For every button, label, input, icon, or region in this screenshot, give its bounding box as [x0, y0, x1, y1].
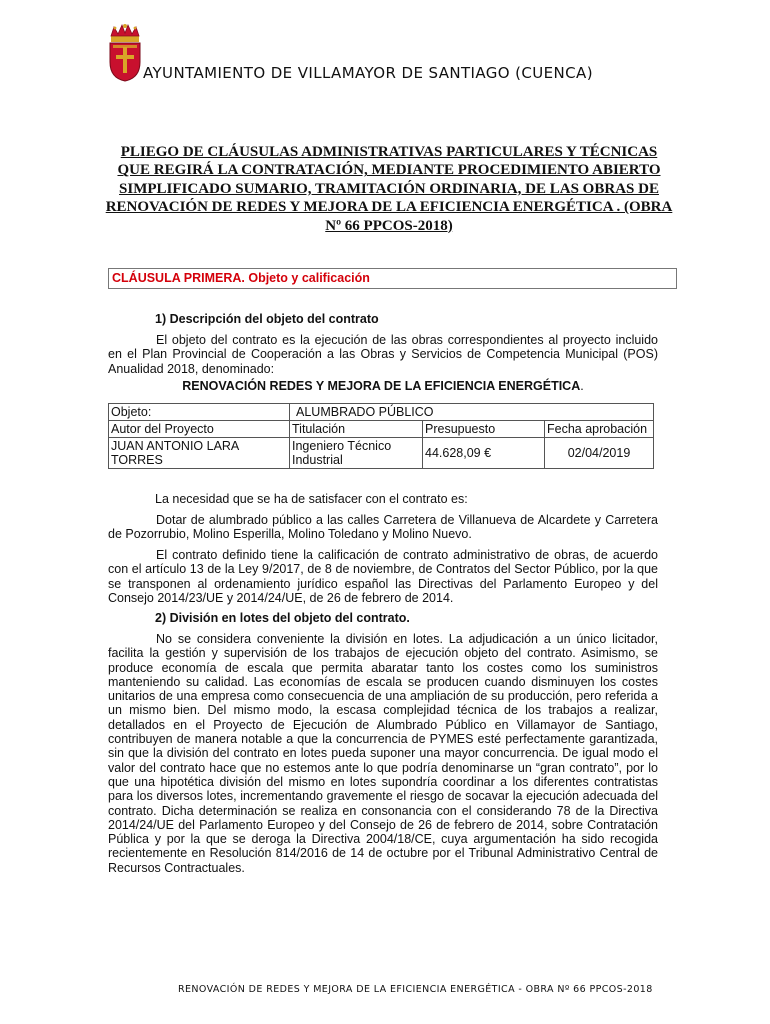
section1-heading: 1) Descripción del objeto del contrato	[155, 312, 379, 326]
section2-heading: 2) División en lotes del objeto del contrato.	[155, 611, 410, 625]
table-cell-budget: 44.628,09 €	[423, 438, 545, 469]
table-row	[109, 404, 654, 421]
table-header-row	[109, 421, 654, 438]
table-cell-title: Ingeniero Técnico Industrial	[290, 438, 423, 469]
need-intro: La necesidad que se ha de satisfacer con el contrato es:	[155, 492, 468, 506]
classification-paragraph: El contrato definido tiene la calificación de contrato administrativo de obras, de acuerdo con el artículo 13 de la Ley 9/2017, de 8 de noviembre, de Contratos del Sector Público, por la que se transponen al ordenamiento jurídico español las Directivas del Parlamento Europeo y del Consejo 2014/23/UE y 2014/24/UE, de 26 de febrero de 2014.	[108, 548, 658, 605]
section1-intro: El objeto del contrato es la ejecución de las obras correspondientes al proyecto incluido en el Plan Provincial de Cooperación a las Obras y Servicios de Competencia Municipal (POS) Anualidad 2018, denominado:	[108, 333, 658, 376]
coat-of-arms-icon	[108, 22, 142, 82]
table-row	[109, 438, 654, 469]
table-header-date: Fecha aprobación	[545, 421, 654, 438]
document-title: PLIEGO DE CLÁUSULAS ADMINISTRATIVAS PARTICULARES Y TÉCNICAS QUE REGIRÁ LA CONTRATACIÓN, MEDIANTE PROCEDIMIENTO ABIERTO SIMPLIFICADO SUMARIO, TRAMITACIÓN ORDINARIA, DE LAS OBRAS DE RENOVACIÓN DE REDES Y MEJORA DE LA EFICIENCIA ENERGÉTICA . (OBRA Nº 66 PPCOS-2018)	[105, 144, 673, 234]
table-header-author: Autor del Proyecto	[109, 421, 290, 438]
section2-body: No se considera conveniente la división en lotes. La adjudicación a un único licitador, facilita la gestión y supervisión de los trabajos de ejecución objeto del contrato. Asimismo, se produce economía de escala que permita abaratar tanto los costes como los suministros manteniendo su calidad. Las economías de escala se producen cuando disminuyen los costes unitarios de una empresa como consecuencia de una ampliación de su producción, pero referida a un mismo bien. Del mismo modo, la escasa complejidad técnica de los trabajos a realizar, detallados en el Proyecto de Ejecución de Alumbrado Público en Villamayor de Santiago, contribuyen de manera notable a que la concurrencia de PYMES esté perfectamente garantizada, sin que la división del contrato en lotes pueda suponer una mayor concurrencia. De igual modo el valor del contrato hace que no estemos ante lo que podría denominarse un “gran contrato”, por lo que una hipotética división del mismo en lotes supondría coordinar a los diferentes contratistas para los diversos lotes, incrementando gravemente el riesgo de socavar la ejecución adecuada del contrato. Dicha determinación se realiza en consonancia con el considerando 78 de la Directiva 2014/24/UE del Parlamento Europeo y del Consejo de 26 de febrero de 2014, sobre Contratación Pública y por la que se deroga la Directiva 2004/18/CE, cuya argumentación ha sido recogida recientemente en Resolución 814/2016 de 14 de octubre por el Tribunal Administrativo Central de Recursos Contractuales.	[108, 632, 658, 875]
table-cell-date: 02/04/2019	[545, 438, 654, 469]
need-paragraph: Dotar de alumbrado público a las calles Carretera de Villanueva de Alcardete y Carretera de Pozorrubio, Molino Esperilla, Molino Toledano y Molino Nuevo.	[108, 513, 658, 542]
object-label: Objeto:	[109, 404, 290, 421]
table-header-title: Titulación	[290, 421, 423, 438]
table-header-budget: Presupuesto	[423, 421, 545, 438]
project-table	[108, 403, 654, 469]
municipality-header: AYUNTAMIENTO DE VILLAMAYOR DE SANTIAGO (CUENCA)	[143, 64, 593, 82]
page-footer: RENOVACIÓN DE REDES Y MEJORA DE LA EFICIENCIA ENERGÉTICA - OBRA Nº 66 PPCOS-2018	[178, 984, 653, 995]
table-cell-author: JUAN ANTONIO LARA TORRES	[109, 438, 290, 469]
clause-heading: CLÁUSULA PRIMERA. Objeto y calificación	[108, 268, 677, 289]
project-name: RENOVACIÓN REDES Y MEJORA DE LA EFICIENCIA ENERGÉTICA	[182, 379, 581, 393]
project-name-period: .	[580, 379, 584, 393]
object-value: ALUMBRADO PÚBLICO	[290, 404, 654, 421]
project-name-line	[108, 379, 658, 393]
